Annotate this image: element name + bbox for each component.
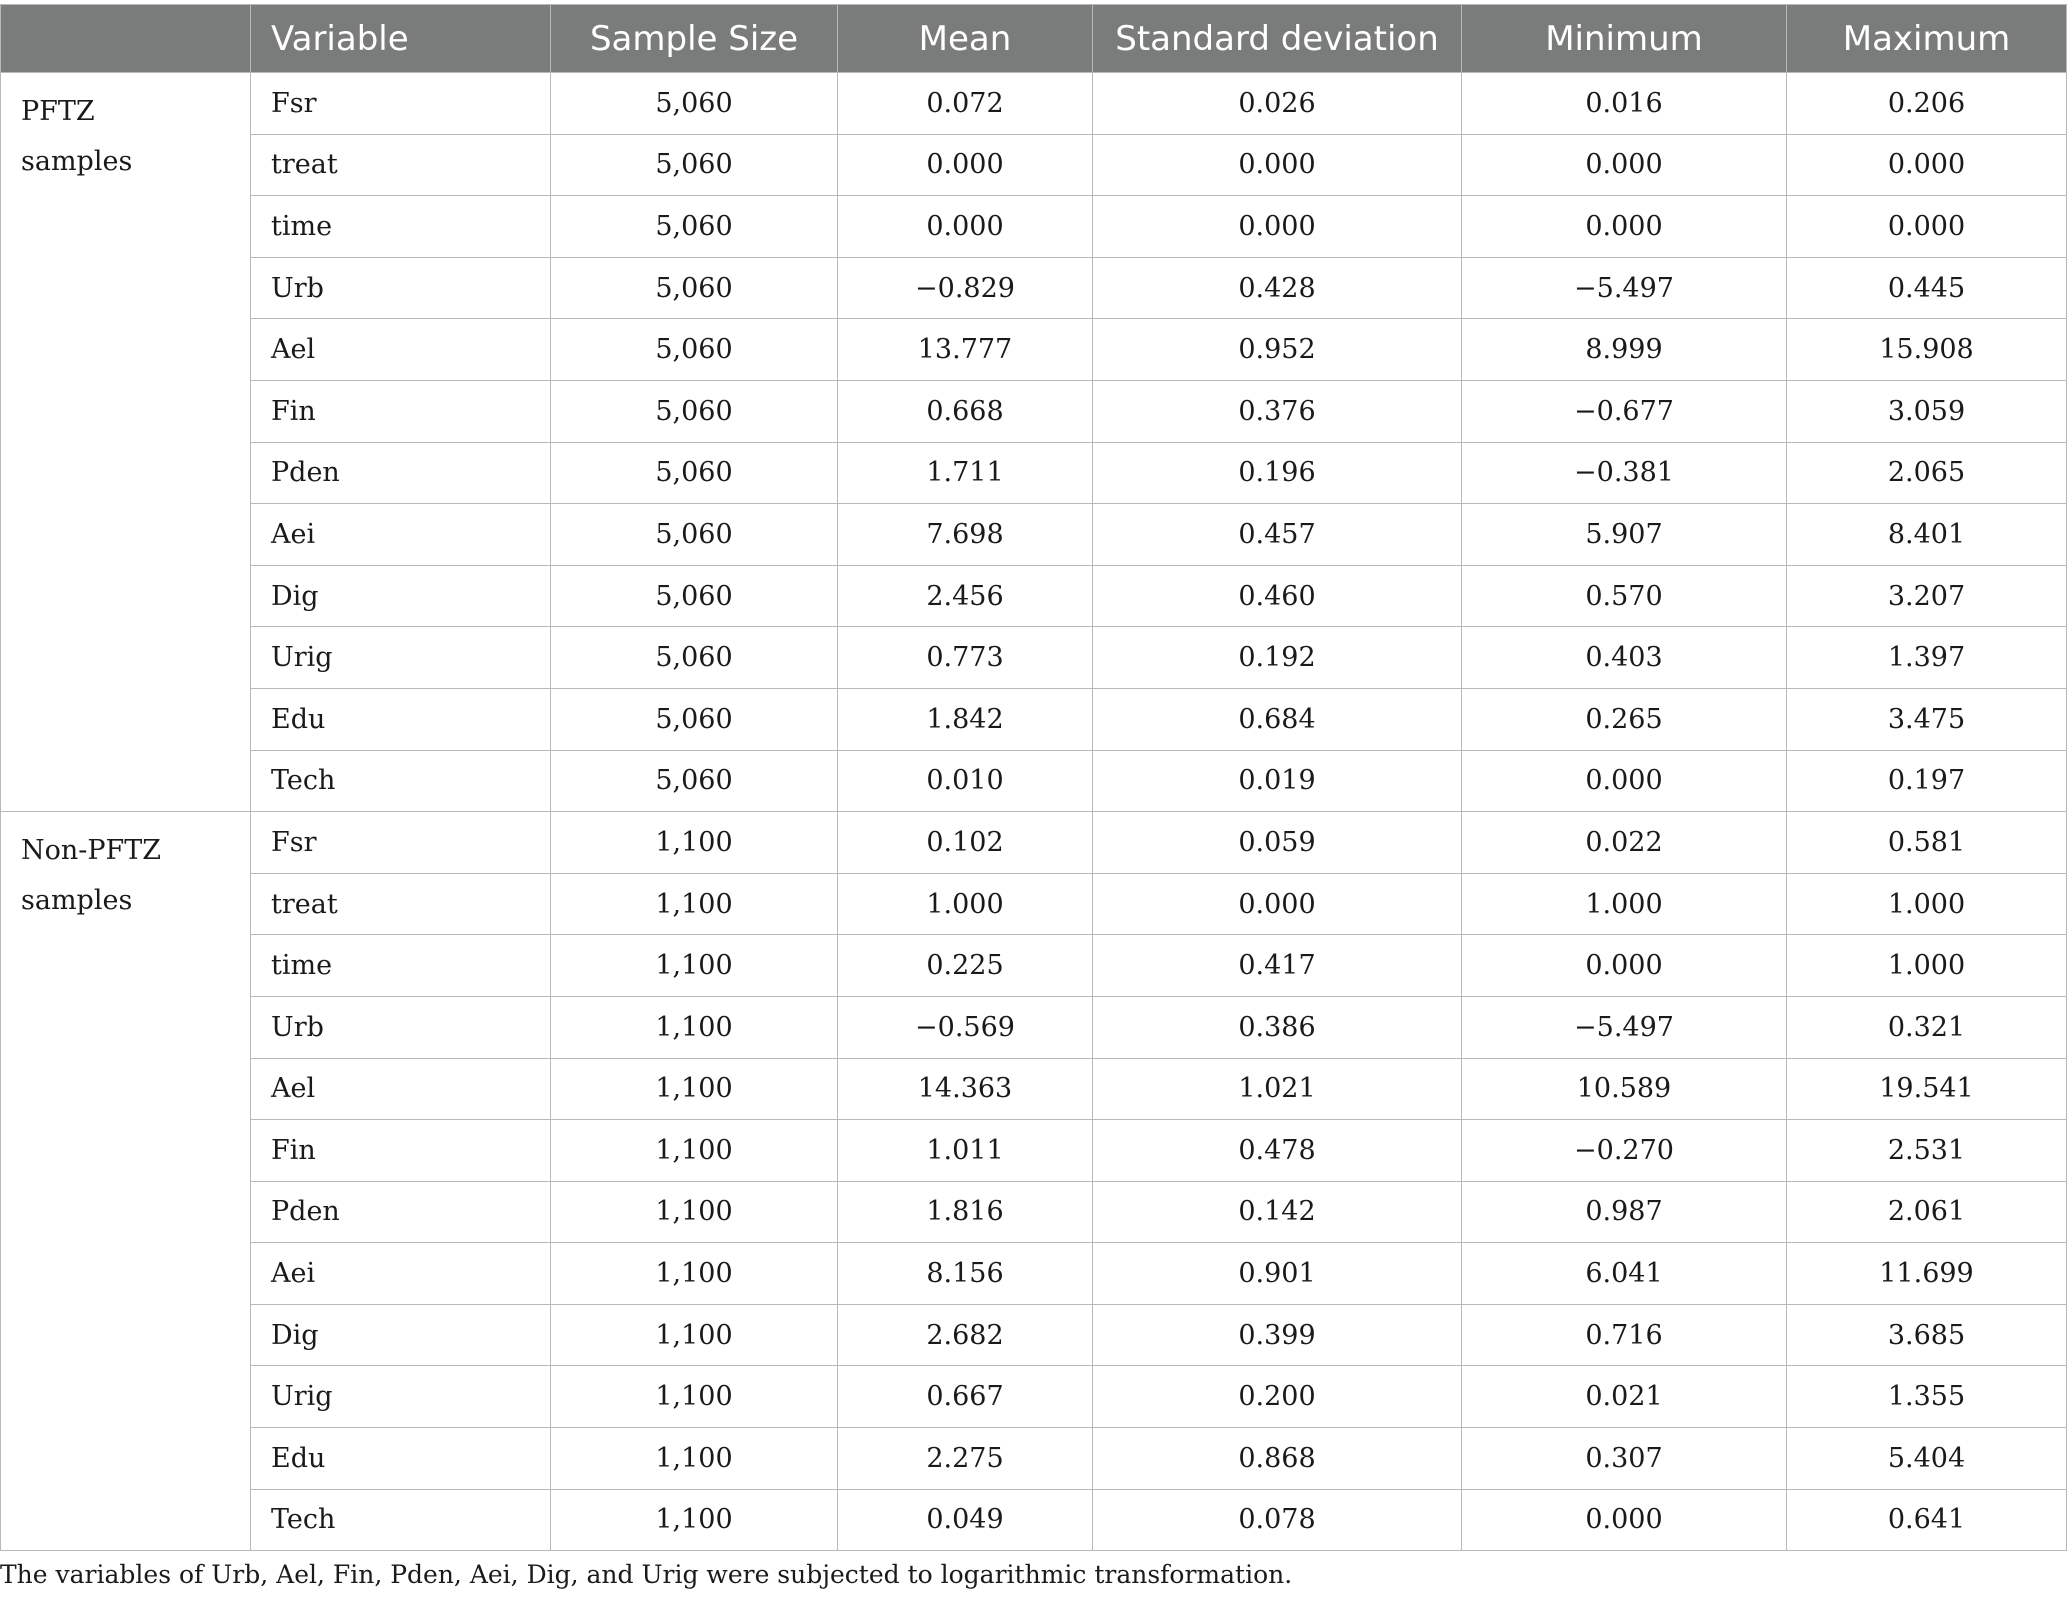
minimum-cell: −0.270 bbox=[1462, 1120, 1787, 1182]
table-row bbox=[1, 319, 2067, 381]
sample-size-cell: 5,060 bbox=[551, 380, 838, 442]
maximum-cell: 2.531 bbox=[1787, 1120, 2067, 1182]
standard-deviation-cell: 0.457 bbox=[1093, 504, 1462, 566]
minimum-cell: 8.999 bbox=[1462, 319, 1787, 381]
table-row bbox=[1, 565, 2067, 627]
minimum-cell: 0.000 bbox=[1462, 134, 1787, 196]
standard-deviation-cell: 0.196 bbox=[1093, 442, 1462, 504]
group-label: PFTZ samples bbox=[1, 73, 251, 812]
sample-size-cell: 5,060 bbox=[551, 565, 838, 627]
maximum-cell: 0.000 bbox=[1787, 134, 2067, 196]
table-row bbox=[1, 1428, 2067, 1490]
table-row bbox=[1, 688, 2067, 750]
standard-deviation-cell: 0.000 bbox=[1093, 196, 1462, 258]
mean-cell: 1.000 bbox=[838, 873, 1093, 935]
mean-cell: 0.072 bbox=[838, 73, 1093, 135]
maximum-cell: 3.475 bbox=[1787, 688, 2067, 750]
variable-cell: Edu bbox=[251, 1428, 551, 1490]
variable-cell: Urig bbox=[251, 627, 551, 689]
sample-size-cell: 5,060 bbox=[551, 627, 838, 689]
standard-deviation-cell: 0.428 bbox=[1093, 257, 1462, 319]
sample-size-cell: 5,060 bbox=[551, 688, 838, 750]
standard-deviation-cell: 0.019 bbox=[1093, 750, 1462, 812]
variable-cell: Aei bbox=[251, 504, 551, 566]
mean-cell: 2.456 bbox=[838, 565, 1093, 627]
standard-deviation-cell: 0.200 bbox=[1093, 1366, 1462, 1428]
standard-deviation-cell: 0.000 bbox=[1093, 873, 1462, 935]
standard-deviation-cell: 0.684 bbox=[1093, 688, 1462, 750]
mean-cell: 8.156 bbox=[838, 1243, 1093, 1305]
sample-size-cell: 5,060 bbox=[551, 257, 838, 319]
minimum-cell: 0.716 bbox=[1462, 1304, 1787, 1366]
maximum-cell: 0.581 bbox=[1787, 812, 2067, 874]
variable-cell: Pden bbox=[251, 442, 551, 504]
variable-cell: Fsr bbox=[251, 73, 551, 135]
variable-cell: Tech bbox=[251, 750, 551, 812]
standard-deviation-cell: 0.026 bbox=[1093, 73, 1462, 135]
minimum-cell: 0.265 bbox=[1462, 688, 1787, 750]
table-row bbox=[1, 1243, 2067, 1305]
maximum-cell: 5.404 bbox=[1787, 1428, 2067, 1490]
header-group bbox=[1, 5, 251, 73]
variable-cell: Aei bbox=[251, 1243, 551, 1305]
variable-cell: Dig bbox=[251, 1304, 551, 1366]
maximum-cell: 1.000 bbox=[1787, 935, 2067, 997]
header-maximum: Maximum bbox=[1787, 5, 2067, 73]
table-row bbox=[1, 257, 2067, 319]
standard-deviation-cell: 1.021 bbox=[1093, 1058, 1462, 1120]
variable-cell: Fsr bbox=[251, 812, 551, 874]
standard-deviation-cell: 0.460 bbox=[1093, 565, 1462, 627]
header-minimum: Minimum bbox=[1462, 5, 1787, 73]
variable-cell: Pden bbox=[251, 1181, 551, 1243]
minimum-cell: 0.016 bbox=[1462, 73, 1787, 135]
table-row bbox=[1, 1489, 2067, 1551]
sample-size-cell: 1,100 bbox=[551, 1243, 838, 1305]
standard-deviation-cell: 0.000 bbox=[1093, 134, 1462, 196]
descriptive-statistics-table bbox=[0, 4, 2067, 1551]
variable-cell: Fin bbox=[251, 380, 551, 442]
mean-cell: 0.010 bbox=[838, 750, 1093, 812]
mean-cell: 0.225 bbox=[838, 935, 1093, 997]
mean-cell: 1.842 bbox=[838, 688, 1093, 750]
mean-cell: 2.682 bbox=[838, 1304, 1093, 1366]
table-row bbox=[1, 1058, 2067, 1120]
minimum-cell: 0.307 bbox=[1462, 1428, 1787, 1490]
maximum-cell: 15.908 bbox=[1787, 319, 2067, 381]
maximum-cell: 1.355 bbox=[1787, 1366, 2067, 1428]
maximum-cell: 3.207 bbox=[1787, 565, 2067, 627]
variable-cell: Urb bbox=[251, 257, 551, 319]
minimum-cell: −0.381 bbox=[1462, 442, 1787, 504]
minimum-cell: −5.497 bbox=[1462, 996, 1787, 1058]
maximum-cell: 19.541 bbox=[1787, 1058, 2067, 1120]
variable-cell: treat bbox=[251, 134, 551, 196]
minimum-cell: 10.589 bbox=[1462, 1058, 1787, 1120]
table-body bbox=[1, 73, 2067, 1551]
variable-cell: Edu bbox=[251, 688, 551, 750]
minimum-cell: 0.000 bbox=[1462, 935, 1787, 997]
sample-size-cell: 1,100 bbox=[551, 1181, 838, 1243]
maximum-cell: 0.197 bbox=[1787, 750, 2067, 812]
header-row bbox=[1, 5, 2067, 73]
header-mean: Mean bbox=[838, 5, 1093, 73]
standard-deviation-cell: 0.417 bbox=[1093, 935, 1462, 997]
header-sample-size: Sample Size bbox=[551, 5, 838, 73]
minimum-cell: 1.000 bbox=[1462, 873, 1787, 935]
maximum-cell: 1.397 bbox=[1787, 627, 2067, 689]
sample-size-cell: 1,100 bbox=[551, 996, 838, 1058]
mean-cell: 14.363 bbox=[838, 1058, 1093, 1120]
maximum-cell: 2.061 bbox=[1787, 1181, 2067, 1243]
sample-size-cell: 5,060 bbox=[551, 750, 838, 812]
minimum-cell: 0.021 bbox=[1462, 1366, 1787, 1428]
standard-deviation-cell: 0.386 bbox=[1093, 996, 1462, 1058]
minimum-cell: 0.987 bbox=[1462, 1181, 1787, 1243]
table-row bbox=[1, 812, 2067, 874]
minimum-cell: 0.000 bbox=[1462, 750, 1787, 812]
sample-size-cell: 1,100 bbox=[551, 1058, 838, 1120]
mean-cell: 1.816 bbox=[838, 1181, 1093, 1243]
mean-cell: −0.829 bbox=[838, 257, 1093, 319]
minimum-cell: 0.022 bbox=[1462, 812, 1787, 874]
minimum-cell: 0.000 bbox=[1462, 196, 1787, 258]
standard-deviation-cell: 0.078 bbox=[1093, 1489, 1462, 1551]
sample-size-cell: 1,100 bbox=[551, 1120, 838, 1182]
maximum-cell: 8.401 bbox=[1787, 504, 2067, 566]
standard-deviation-cell: 0.376 bbox=[1093, 380, 1462, 442]
minimum-cell: −0.677 bbox=[1462, 380, 1787, 442]
table-row bbox=[1, 380, 2067, 442]
table-row bbox=[1, 1366, 2067, 1428]
variable-cell: time bbox=[251, 935, 551, 997]
minimum-cell: 5.907 bbox=[1462, 504, 1787, 566]
mean-cell: 0.049 bbox=[838, 1489, 1093, 1551]
maximum-cell: 0.206 bbox=[1787, 73, 2067, 135]
sample-size-cell: 5,060 bbox=[551, 196, 838, 258]
mean-cell: 0.102 bbox=[838, 812, 1093, 874]
minimum-cell: 6.041 bbox=[1462, 1243, 1787, 1305]
standard-deviation-cell: 0.059 bbox=[1093, 812, 1462, 874]
sample-size-cell: 1,100 bbox=[551, 812, 838, 874]
maximum-cell: 3.685 bbox=[1787, 1304, 2067, 1366]
sample-size-cell: 5,060 bbox=[551, 73, 838, 135]
mean-cell: 2.275 bbox=[838, 1428, 1093, 1490]
mean-cell: 13.777 bbox=[838, 319, 1093, 381]
table-row bbox=[1, 1120, 2067, 1182]
sample-size-cell: 5,060 bbox=[551, 442, 838, 504]
table-row bbox=[1, 935, 2067, 997]
sample-size-cell: 1,100 bbox=[551, 1489, 838, 1551]
table-row bbox=[1, 750, 2067, 812]
mean-cell: 7.698 bbox=[838, 504, 1093, 566]
maximum-cell: 11.699 bbox=[1787, 1243, 2067, 1305]
variable-cell: Fin bbox=[251, 1120, 551, 1182]
variable-cell: Ael bbox=[251, 319, 551, 381]
maximum-cell: 0.000 bbox=[1787, 196, 2067, 258]
table-row bbox=[1, 873, 2067, 935]
group-label: Non-PFTZ samples bbox=[1, 812, 251, 1551]
minimum-cell: 0.570 bbox=[1462, 565, 1787, 627]
table-row bbox=[1, 134, 2067, 196]
sample-size-cell: 5,060 bbox=[551, 134, 838, 196]
standard-deviation-cell: 0.399 bbox=[1093, 1304, 1462, 1366]
mean-cell: 0.000 bbox=[838, 134, 1093, 196]
mean-cell: 0.773 bbox=[838, 627, 1093, 689]
variable-cell: Urig bbox=[251, 1366, 551, 1428]
sample-size-cell: 1,100 bbox=[551, 1366, 838, 1428]
minimum-cell: 0.403 bbox=[1462, 627, 1787, 689]
table-row bbox=[1, 196, 2067, 258]
minimum-cell: −5.497 bbox=[1462, 257, 1787, 319]
maximum-cell: 2.065 bbox=[1787, 442, 2067, 504]
table-footnote: The variables of Urb, Ael, Fin, Pden, Aei, Dig, and Urig were subjected to logarithmic transformation. bbox=[0, 1560, 1293, 1589]
table-row bbox=[1, 996, 2067, 1058]
minimum-cell: 0.000 bbox=[1462, 1489, 1787, 1551]
sample-size-cell: 5,060 bbox=[551, 504, 838, 566]
mean-cell: 0.668 bbox=[838, 380, 1093, 442]
mean-cell: −0.569 bbox=[838, 996, 1093, 1058]
table-row bbox=[1, 1181, 2067, 1243]
maximum-cell: 1.000 bbox=[1787, 873, 2067, 935]
variable-cell: Dig bbox=[251, 565, 551, 627]
header-variable: Variable bbox=[251, 5, 551, 73]
variable-cell: Urb bbox=[251, 996, 551, 1058]
sample-size-cell: 1,100 bbox=[551, 935, 838, 997]
variable-cell: Ael bbox=[251, 1058, 551, 1120]
standard-deviation-cell: 0.868 bbox=[1093, 1428, 1462, 1490]
standard-deviation-cell: 0.478 bbox=[1093, 1120, 1462, 1182]
variable-cell: treat bbox=[251, 873, 551, 935]
table-row bbox=[1, 627, 2067, 689]
standard-deviation-cell: 0.192 bbox=[1093, 627, 1462, 689]
standard-deviation-cell: 0.142 bbox=[1093, 1181, 1462, 1243]
standard-deviation-cell: 0.901 bbox=[1093, 1243, 1462, 1305]
variable-cell: Tech bbox=[251, 1489, 551, 1551]
variable-cell: time bbox=[251, 196, 551, 258]
table-header bbox=[1, 5, 2067, 73]
maximum-cell: 0.641 bbox=[1787, 1489, 2067, 1551]
maximum-cell: 0.445 bbox=[1787, 257, 2067, 319]
mean-cell: 0.000 bbox=[838, 196, 1093, 258]
sample-size-cell: 5,060 bbox=[551, 319, 838, 381]
mean-cell: 0.667 bbox=[838, 1366, 1093, 1428]
table-row bbox=[1, 442, 2067, 504]
sample-size-cell: 1,100 bbox=[551, 1428, 838, 1490]
maximum-cell: 3.059 bbox=[1787, 380, 2067, 442]
sample-size-cell: 1,100 bbox=[551, 1304, 838, 1366]
table-row bbox=[1, 504, 2067, 566]
maximum-cell: 0.321 bbox=[1787, 996, 2067, 1058]
table-row bbox=[1, 1304, 2067, 1366]
mean-cell: 1.011 bbox=[838, 1120, 1093, 1182]
header-standard-deviation: Standard deviation bbox=[1093, 5, 1462, 73]
standard-deviation-cell: 0.952 bbox=[1093, 319, 1462, 381]
mean-cell: 1.711 bbox=[838, 442, 1093, 504]
table-row bbox=[1, 73, 2067, 135]
sample-size-cell: 1,100 bbox=[551, 873, 838, 935]
